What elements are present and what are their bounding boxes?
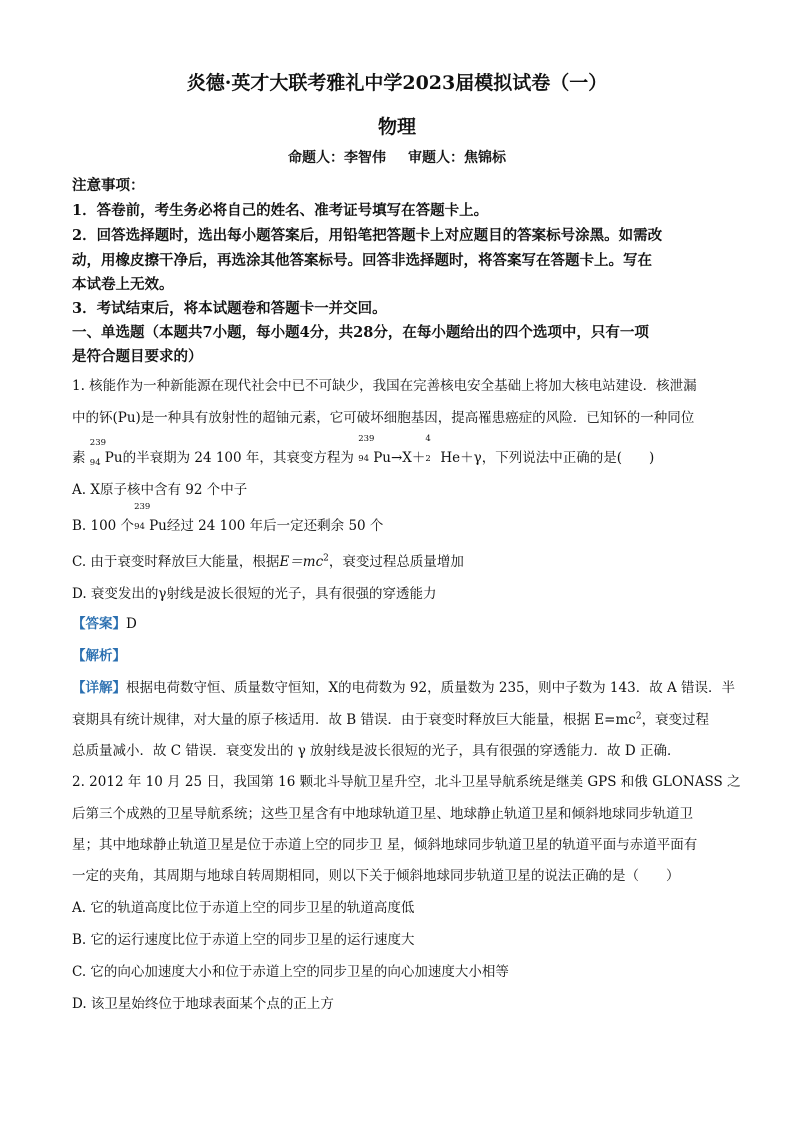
- q1-option-d: D. 衰变发出的γ射线是波长很短的光子，具有很强的穿透能力: [72, 586, 437, 602]
- notice-item-2-line-3: 本试卷上无效。: [72, 276, 174, 293]
- q2-option-d: D. 该卫星始终位于地球表面某个点的正上方: [72, 996, 334, 1012]
- notice-heading: 注意事项：: [72, 177, 145, 194]
- q1-detail-line-3: 总质量减小．故 C 错误．衰变发出的 γ 放射线是波长很短的光子，具有很强的穿透能力．故 D 正确．: [72, 743, 681, 759]
- q1-option-a: A. X原子核中含有 92 个中子: [72, 482, 248, 498]
- q2-stem-line-1: 2. 2012 年 10 月 25 日，我国第 16 颗北斗导航卫星升空，北斗卫星导航系统是继美 GPS 和俄 GLONASS 之: [72, 774, 741, 790]
- q1-analysis-tag: 【解析】: [72, 648, 126, 664]
- q1-stem-line-3: 素 239 94 Pu的半衰期为 24 100 年，其衰变方程为 239 94 Pu→X＋ 4 2 He＋γ，下列说法中正确的是( ): [72, 434, 655, 468]
- q2-stem-line-4: 一定的夹角，其周期与地球自转周期相同，则以下关于倾斜地球同步轨道卫星的说法正确的是（ ）: [72, 868, 680, 884]
- q2-option-a: A. 它的轨道高度比位于赤道上空的同步卫星的轨道高度低: [72, 900, 415, 916]
- q2-stem-line-3: 星；其中地球静止轨道卫星是位于赤道上空的同步卫 星，倾斜地球同步轨道卫星的轨道平面与赤道平面有: [72, 837, 698, 853]
- exam-title: 炎德·英才大联考雅礼中学2023届模拟试卷（一）: [186, 72, 608, 94]
- q1-detail-line-1: 【详解】根据电荷数守恒、质量数守恒知，X的电荷数为 92，质量数为 235，则中子数为 143．故 A 错误．半: [72, 680, 736, 696]
- q2-option-b: B. 它的运行速度比位于赤道上空的同步卫星的运行速度大: [72, 932, 415, 948]
- q1-option-b: B. 100 个 239 94 Pu经过 24 100 年后一定还剩余 50 个: [72, 502, 384, 534]
- q2-option-c: C. 它的向心加速度大小和位于赤道上空的同步卫星的向心加速度大小相等: [72, 964, 509, 980]
- section1-heading-line-2: 是符合题目要求的）: [72, 348, 203, 365]
- reviewer-name: 审题人：焦锦标: [408, 150, 506, 166]
- q1-answer: 【答案】D: [72, 616, 137, 632]
- notice-item-3: 3．考试结束后，将本试题卷和答题卡一并交回。: [72, 300, 387, 317]
- pu-nuclide: 239 94 Pu: [89, 438, 123, 468]
- q2-stem-line-2: 后第三个成熟的卫星导航系统；这些卫星含有中地球轨道卫星、地球静止轨道卫星和倾斜地球同步轨道卫: [72, 806, 693, 822]
- q1-detail-line-2: 衰期具有统计规律，对大量的原子核适用．故 B 错误．由于衰变时释放巨大能量，根据 $E=mc^2$，衰变过程: [72, 711, 710, 728]
- section1-heading-line-1: 一、单选题（本题共7小题，每小题4分，共28分，在每小题给出的四个选项中，只有一项: [72, 324, 649, 341]
- exam-authors: [0, 147, 794, 167]
- author-name: 命题人：李智伟: [288, 150, 386, 166]
- pu-nuclide-eq: 239 94 Pu→X＋: [358, 434, 426, 466]
- q1-option-c: C. 由于衰变时释放巨大能量，根据$E=mc^2$，衰变过程总质量增加: [72, 553, 464, 570]
- notice-item-2-line-2: 动，用橡皮擦干净后，再选涂其他答案标号。回答非选择题时，将答案写在答题卡上。写在: [72, 252, 652, 269]
- he-nuclide: 4 2 He＋γ，下列说法中正确的是( ): [425, 434, 655, 466]
- q1-stem-line-1: 1. 核能作为一种新能源在现代社会中已不可缺少，我国在完善核电安全基础上将加大核电站建设．核泄漏: [72, 378, 697, 394]
- notice-item-2-line-1: 2．回答选择题时，选出每小题答案后，用铅笔把答题卡上对应题目的答案标号涂黑。如需改: [72, 227, 663, 244]
- notice-item-1: 1．答卷前，考生务必将自己的姓名、准考证号填写在答题卡上。: [72, 202, 489, 219]
- q1-stem-line-2: 中的钚(Pu)是一种具有放射性的超铀元素，它可破坏细胞基因，提高罹患癌症的风险．已知钚的一种同位: [72, 410, 695, 426]
- exam-subject: 物理: [377, 116, 416, 138]
- pu-nuclide-b: 239 94 Pu经过 24 100 年后一定还剩余 50 个: [134, 502, 384, 534]
